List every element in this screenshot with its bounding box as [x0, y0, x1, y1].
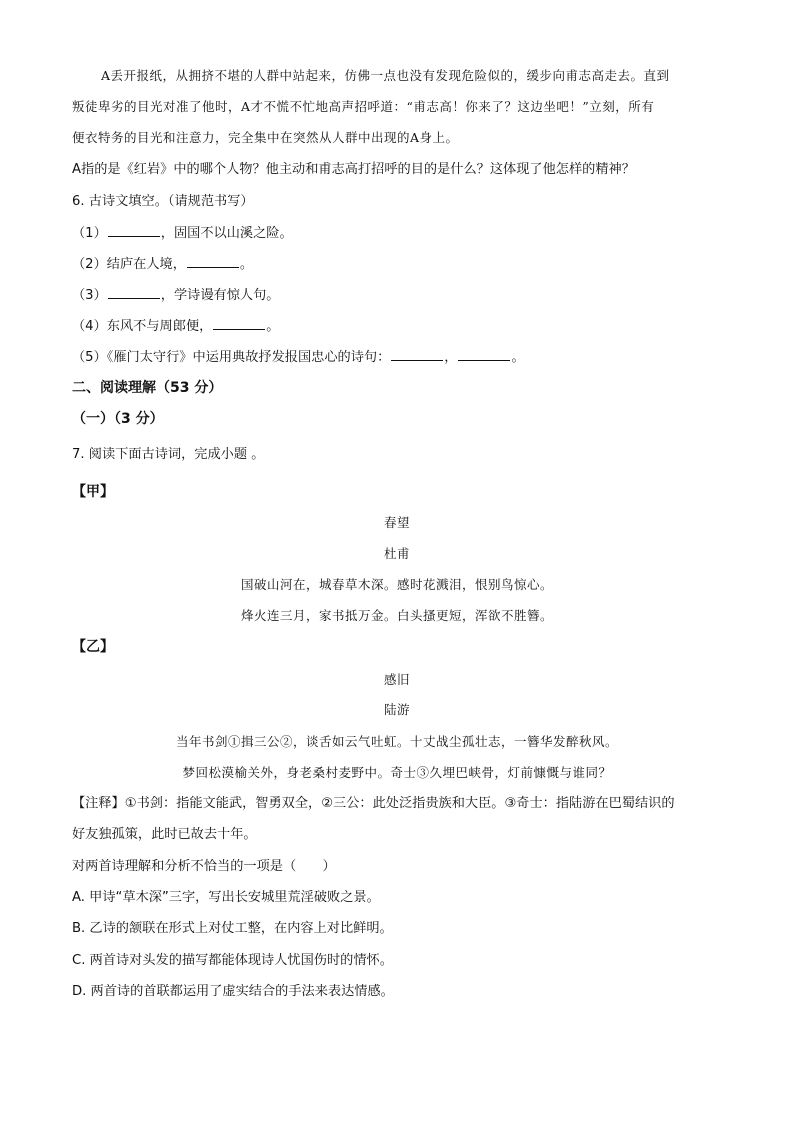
item-text: ，学诗谩有惊人句。 — [160, 288, 280, 303]
poem-jia-label: 【甲】 — [72, 484, 114, 500]
item-text: 。 — [266, 319, 280, 334]
option-c[interactable]: C. 两首诗对头发的描写都能体现诗人忧国伤时的情怀。 — [72, 953, 393, 968]
poem-yi-line-1: 当年书剑①揖三公②，谈舌如云气吐虹。十丈战尘孤壮志，一簪华发醉秋风。 — [175, 734, 618, 749]
poem-jia-author: 杜甫 — [383, 546, 410, 561]
option-b[interactable]: B. 乙诗的颔联在形式上对仗工整，在内容上对比鲜明。 — [72, 921, 393, 936]
notes-line-1: 【注释】①书剑：指能文能武，智勇双全，②三公：此处泛指贵族和大臣。③奇士：指陆游在巴蜀结识的 — [72, 796, 675, 811]
item-prefix: （2）结庐在人境， — [72, 257, 186, 272]
fill-blank[interactable] — [187, 257, 239, 268]
question-5-text: A指的是《红岩》中的哪个人物？他主动和甫志高打招呼的目的是什么？这体现了他怎样的精神？ — [72, 162, 635, 177]
item-text: ，固国不以山溪之险。 — [160, 226, 293, 241]
question-7-prompt: 对两首诗理解和分析不恰当的一项是（ ） — [72, 859, 336, 874]
question-7-title: 7. 阅读下面古诗词，完成小题 。 — [72, 447, 265, 462]
question-6-item-3 — [72, 288, 279, 302]
item-prefix: （3） — [72, 288, 107, 303]
fill-blank[interactable] — [108, 226, 160, 237]
poem-jia-title: 春望 — [383, 515, 410, 530]
option-a[interactable]: A. 甲诗“草木深”三字，写出长安城里荒淫破败之景。 — [72, 890, 380, 905]
notes-line-2: 好友独孤策，此时已故去十年。 — [72, 827, 257, 842]
section-2-subtitle: （一）（3 分） — [72, 411, 164, 427]
question-6-item-1 — [72, 226, 293, 240]
question-6-item-5 — [72, 350, 525, 364]
passage-line-1: A丢开报纸，从拥挤不堪的人群中站起来，仿佛一点也没有发现危险似的，缓步向甫志高走去。直到 — [101, 68, 670, 83]
poem-jia-line-2: 烽火连三月，家书抵万金。白头搔更短，浑欲不胜簪。 — [240, 608, 553, 623]
fill-blank[interactable] — [458, 350, 510, 361]
fill-blank[interactable] — [391, 350, 443, 361]
fill-blank[interactable] — [108, 288, 160, 299]
item-prefix: （5）《雁门太守行》中运用典故抒发报国忠心的诗句： — [72, 350, 391, 365]
poem-yi-line-2: 梦回松漠榆关外，身老桑村麦野中。奇士③久埋巴峡骨，灯前慷慨与谁同？ — [182, 765, 612, 780]
passage-line-2: 叛徒卑劣的目光对准了他时，A才不慌不忙地高声招呼道：“甫志高！你来了？这边坐吧！”立刻，所有 — [72, 99, 655, 114]
poem-yi-author: 陆游 — [383, 702, 410, 717]
question-6-item-2 — [72, 257, 253, 271]
item-prefix: （1） — [72, 226, 107, 241]
item-text: ， — [444, 350, 458, 365]
item-prefix: （4）东风不与周郎便， — [72, 319, 213, 334]
poem-yi-title: 感旧 — [383, 672, 410, 687]
fill-blank[interactable] — [213, 319, 265, 330]
item-suffix: 。 — [511, 350, 525, 365]
question-6-title: 6. 古诗文填空。（请规范书写） — [72, 194, 254, 209]
section-2-title: 二、阅读理解（53 分） — [72, 380, 223, 396]
option-d[interactable]: D. 两首诗的首联都运用了虚实结合的手法来表达情感。 — [72, 984, 394, 999]
question-6-item-4 — [72, 319, 279, 333]
poem-jia-line-1: 国破山河在，城春草木深。感时花溅泪，恨别鸟惊心。 — [240, 577, 553, 592]
item-text: 。 — [239, 257, 254, 272]
passage-line-3: 便衣特务的目光和注意力，完全集中在突然从人群中出现的A身上。 — [72, 130, 459, 145]
poem-yi-label: 【乙】 — [72, 639, 114, 655]
